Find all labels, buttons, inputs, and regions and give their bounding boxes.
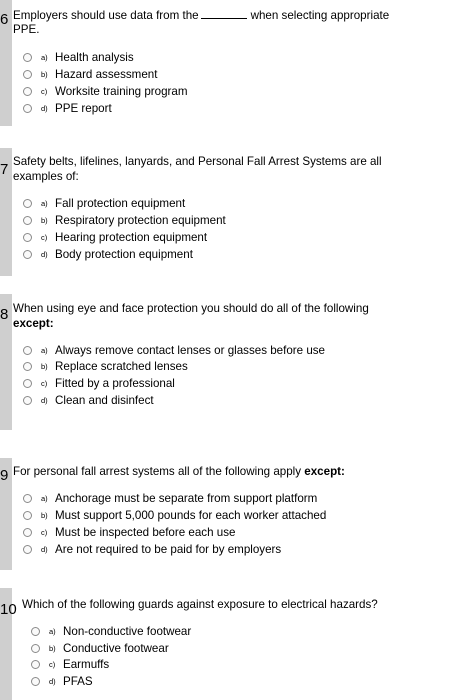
question-6 [0, 0, 462, 130]
question-text: When using eye and face protection you should do all of the following [13, 302, 369, 315]
option-label: Earmuffs [63, 657, 110, 671]
question-9 [0, 458, 462, 578]
radio-button[interactable] [23, 346, 32, 355]
option-label: Health analysis [55, 50, 134, 64]
option-a[interactable] [23, 49, 134, 65]
option-label: Anchorage must be separate from support platform [55, 491, 318, 505]
option-label: Worksite training program [55, 84, 188, 98]
option-a[interactable] [31, 623, 191, 639]
option-label: Hearing protection equipment [55, 230, 208, 244]
radio-button[interactable] [23, 362, 32, 371]
option-d[interactable] [23, 541, 281, 557]
option-letter: c) [41, 86, 48, 96]
question-text-line2: except: [13, 317, 54, 330]
radio-button[interactable] [23, 545, 32, 554]
option-d[interactable] [23, 100, 112, 116]
option-c[interactable] [23, 375, 175, 391]
question-text: For personal fall arrest systems all of the following apply except: [13, 465, 345, 478]
option-a[interactable] [23, 195, 185, 211]
option-label: PPE report [55, 101, 112, 115]
question-number: 10 [0, 601, 17, 618]
option-letter: d) [41, 103, 48, 113]
option-d[interactable] [31, 673, 93, 689]
option-letter: b) [49, 643, 56, 653]
option-letter: a) [49, 626, 56, 636]
radio-button[interactable] [23, 104, 32, 113]
option-label: Are not required to be paid for by employers [55, 542, 282, 556]
radio-button[interactable] [31, 627, 40, 636]
radio-button[interactable] [23, 70, 32, 79]
radio-button[interactable] [23, 396, 32, 405]
option-a[interactable] [23, 342, 325, 358]
question-8 [0, 294, 462, 434]
question-text-line2: PPE. [13, 23, 40, 36]
option-letter: a) [41, 52, 48, 62]
option-c[interactable] [23, 83, 188, 99]
option-label: Replace scratched lenses [55, 359, 188, 373]
option-letter: c) [41, 378, 48, 388]
question-10 [0, 588, 462, 700]
option-b[interactable] [23, 212, 226, 228]
question-text-line2: examples of: [13, 170, 79, 183]
option-letter: a) [41, 493, 48, 503]
option-d[interactable] [23, 246, 193, 262]
option-a[interactable] [23, 490, 317, 506]
question-number: 7 [0, 161, 9, 178]
radio-button[interactable] [23, 233, 32, 242]
radio-button[interactable] [23, 528, 32, 537]
option-label: Clean and disinfect [55, 393, 154, 407]
option-letter: c) [41, 232, 48, 242]
option-letter: d) [49, 676, 56, 686]
option-letter: b) [41, 69, 48, 79]
option-letter: c) [49, 659, 56, 669]
option-label: Must support 5,000 pounds for each worker attached [55, 508, 327, 522]
question-7 [0, 148, 462, 278]
radio-button[interactable] [31, 644, 40, 653]
question-number: 9 [0, 467, 9, 484]
option-letter: b) [41, 361, 48, 371]
option-label: Must be inspected before each use [55, 525, 236, 539]
option-c[interactable] [31, 656, 109, 672]
fill-in-blank [201, 9, 247, 19]
option-letter: a) [41, 198, 48, 208]
radio-button[interactable] [23, 216, 32, 225]
option-letter: b) [41, 510, 48, 520]
radio-button[interactable] [31, 677, 40, 686]
question-text: Employers should use data from the when selecting appropriate [13, 9, 390, 22]
option-b[interactable] [23, 66, 157, 82]
radio-button[interactable] [31, 660, 40, 669]
radio-button[interactable] [23, 511, 32, 520]
option-label: Body protection equipment [55, 247, 193, 261]
question-text: Which of the following guards against exposure to electrical hazards? [22, 598, 378, 611]
question-number: 8 [0, 306, 9, 323]
option-label: Hazard assessment [55, 67, 158, 81]
question-text: Safety belts, lifelines, lanyards, and Personal Fall Arrest Systems are all [13, 155, 382, 168]
option-label: Respiratory protection equipment [55, 213, 226, 227]
radio-button[interactable] [23, 87, 32, 96]
option-letter: a) [41, 345, 48, 355]
radio-button[interactable] [23, 53, 32, 62]
option-label: Always remove contact lenses or glasses before use [55, 343, 326, 357]
option-label: Conductive footwear [63, 641, 169, 655]
radio-button[interactable] [23, 494, 32, 503]
option-letter: c) [41, 527, 48, 537]
option-letter: d) [41, 395, 48, 405]
option-b[interactable] [31, 640, 169, 656]
option-letter: b) [41, 215, 48, 225]
option-letter: d) [41, 544, 48, 554]
option-d[interactable] [23, 392, 154, 408]
radio-button[interactable] [23, 199, 32, 208]
option-label: PFAS [63, 674, 93, 688]
option-c[interactable] [23, 229, 207, 245]
option-label: Fall protection equipment [55, 196, 186, 210]
option-c[interactable] [23, 524, 235, 540]
option-letter: d) [41, 249, 48, 259]
option-b[interactable] [23, 358, 188, 374]
radio-button[interactable] [23, 379, 32, 388]
option-label: Fitted by a professional [55, 376, 175, 390]
option-b[interactable] [23, 507, 326, 523]
question-number: 6 [0, 11, 9, 28]
option-label: Non-conductive footwear [63, 624, 192, 638]
radio-button[interactable] [23, 250, 32, 259]
